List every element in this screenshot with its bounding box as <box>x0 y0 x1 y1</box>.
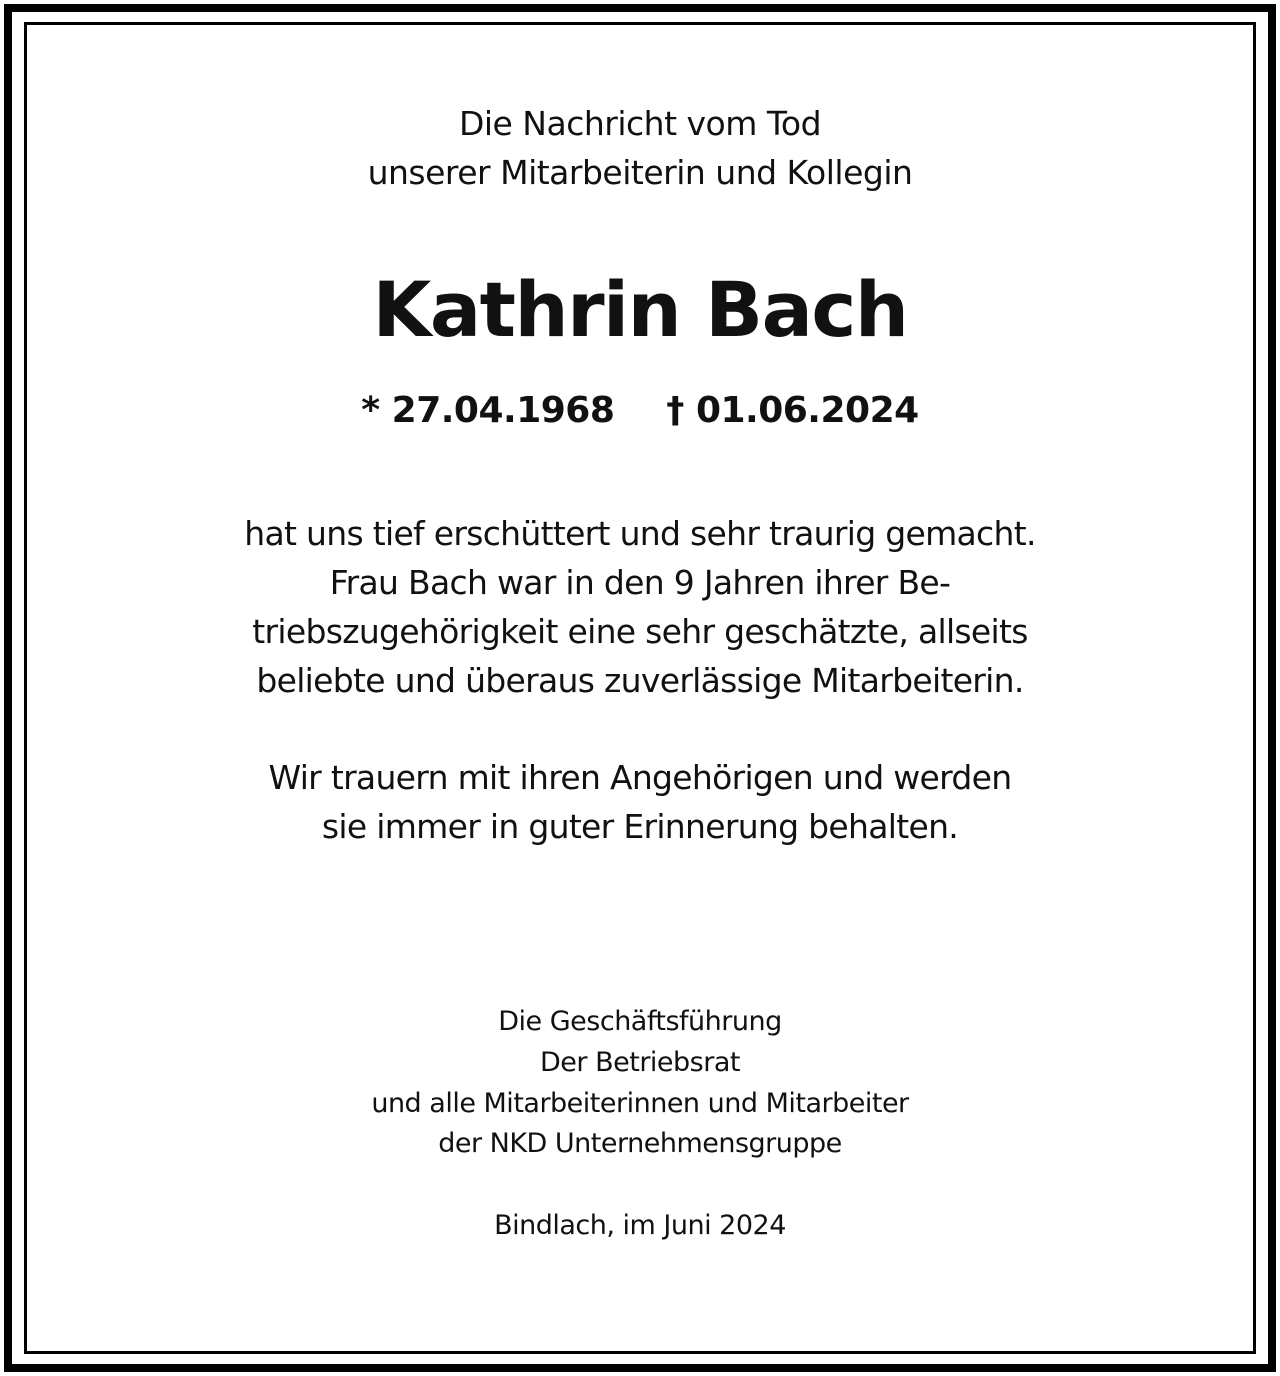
death-date: † 01.06.2024 <box>666 390 919 431</box>
intro-line-1: Die Nachricht vom Tod <box>458 104 822 143</box>
life-dates <box>0 390 1280 431</box>
intro-line-2: unserer Mitarbeiterin und Kollegin <box>367 153 913 192</box>
place-and-date: Bindlach, im Juni 2024 <box>494 1210 786 1241</box>
paragraph-2-line-1: Wir trauern mit ihren Angehörigen und werden <box>268 758 1012 797</box>
signature-line-3: und alle Mitarbeiterinnen und Mitarbeiter <box>371 1088 909 1119</box>
paragraph-1-line-2: Frau Bach war in den 9 Jahren ihrer Be- <box>329 563 951 602</box>
birth-date: * 27.04.1968 <box>361 390 615 431</box>
signature-line-2: Der Betriebsrat <box>540 1047 740 1078</box>
signature-line-1: Die Geschäftsführung <box>498 1006 782 1037</box>
paragraph-1-line-4: beliebte und überaus zuverlässige Mitarbeiterin. <box>256 661 1024 700</box>
deceased-name: Kathrin Bach <box>372 265 908 354</box>
paragraph-1-line-1: hat uns tief erschüttert und sehr traurig gemacht. <box>244 514 1036 553</box>
paragraph-1-line-3: triebszugehörigkeit eine sehr geschätzte, allseits <box>252 612 1028 651</box>
signature-line-4: der NKD Unternehmensgruppe <box>438 1128 842 1159</box>
paragraph-2-line-2: sie immer in guter Erinnerung behalten. <box>321 807 959 846</box>
